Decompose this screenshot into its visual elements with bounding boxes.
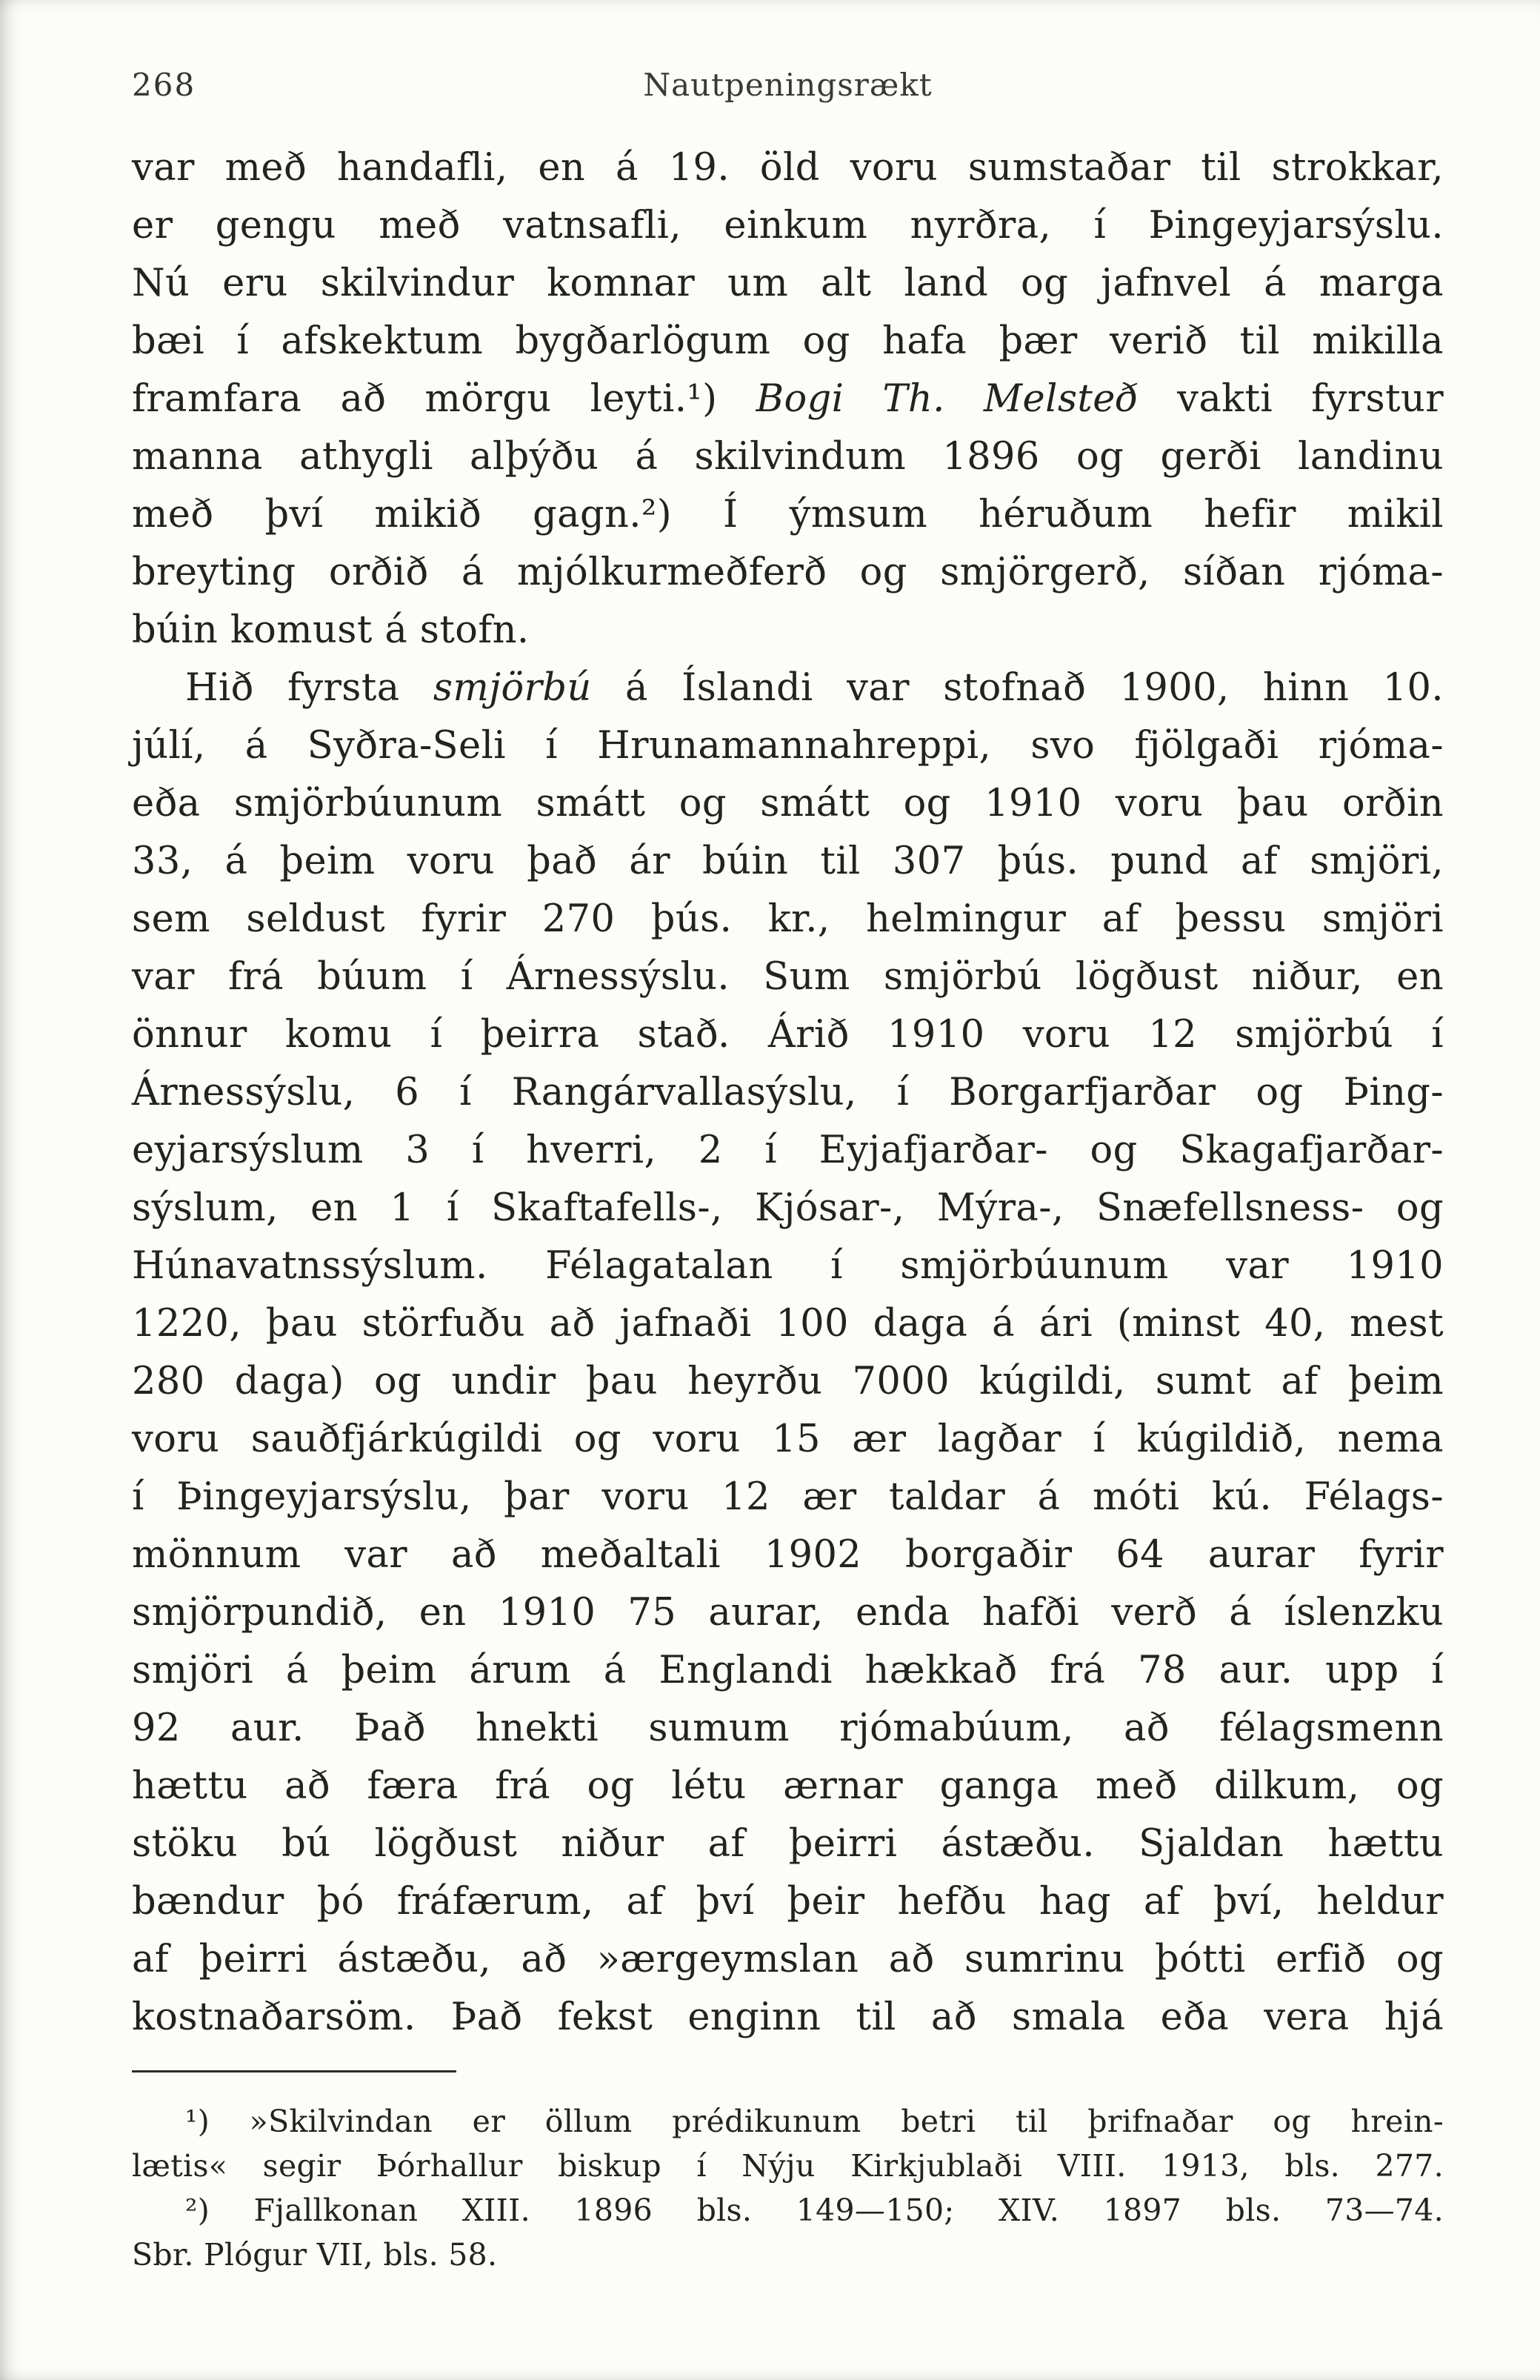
body-line (132, 1237, 1444, 1295)
main-text-block (132, 139, 1444, 2047)
body-line (132, 1931, 1444, 1989)
body-line (132, 1526, 1444, 1584)
body-line (132, 313, 1444, 370)
text-run: framfara að mörgu leyti.¹) (132, 377, 756, 421)
text-run: önnur komu í þeirra stað. Árið 1910 voru 12 smjörbú í (132, 1013, 1444, 1057)
text-run: ¹) »Skilvindan er öllum prédikunum betri til þrifnaðar og hrein- (185, 2104, 1444, 2139)
body-line (132, 891, 1444, 948)
text-run: Sbr. Plógur VII, bls. 58. (132, 2237, 498, 2273)
text-run: vakti fyrstur (1139, 377, 1444, 421)
text-run: 280 daga) og undir þau heyrðu 7000 kúgildi, sumt af þeim (132, 1360, 1444, 1403)
footnote-line (132, 2188, 1444, 2233)
text-run: með því mikið gagn.²) Í ýmsum héruðum hefir mikil (132, 493, 1444, 536)
text-run: var frá búum í Árnessýslu. Sum smjörbú lögðust niður, en (132, 955, 1444, 999)
body-line (132, 1873, 1444, 1931)
body-line (132, 370, 1444, 428)
body-line (132, 255, 1444, 313)
text-run: breyting orðið á mjólkurmeðferð og smjörgerð, síðan rjóma- (132, 551, 1444, 594)
body-line (132, 544, 1444, 602)
body-line (132, 1642, 1444, 1700)
text-run: sem seldust fyrir 270 þús. kr., helmingur af þessu smjöri (132, 897, 1444, 941)
body-line (132, 139, 1444, 197)
text-run: mönnum var að meðaltali 1902 borgaðir 64 aurar fyrir (132, 1533, 1444, 1577)
text-run: kostnaðarsöm. Það fekst enginn til að smala eða vera hjá (132, 1995, 1444, 2039)
text-run: manna athygli alþýðu á skilvindum 1896 og gerði landinu (132, 435, 1444, 479)
body-line (132, 1006, 1444, 1064)
text-run: 92 aur. Það hnekti sumum rjómabúum, að félagsmenn (132, 1706, 1444, 1750)
body-line (132, 1584, 1444, 1642)
text-run: var með handafli, en á 19. öld voru sumstaðar til strokkar, (132, 146, 1444, 190)
text-run: á Íslandi var stofnað 1900, hinn 10. (591, 666, 1444, 710)
text-run: voru sauðfjárkúgildi og voru 15 ær lagðar í kúgildið, nema (132, 1417, 1444, 1461)
text-run: eyjarsýslum 3 í hverri, 2 í Eyjafjarðar- og Skagafjarðar- (132, 1128, 1444, 1172)
text-run: er gengu með vatnsafli, einkum nyrðra, í Þingeyjarsýslu. (132, 204, 1444, 247)
body-line (132, 1469, 1444, 1526)
text-run: bæi í afskektum bygðarlögum og hafa þær verið til mikilla (132, 319, 1444, 363)
body-line (132, 1064, 1444, 1122)
footnotes-block (132, 2099, 1444, 2277)
body-line (132, 1122, 1444, 1180)
text-run: af þeirri ástæðu, að »ærgeymslan að sumrinu þótti erfið og (132, 1938, 1444, 1981)
text-run: stöku bú lögðust niður af þeirri ástæðu. Sjaldan hættu (132, 1822, 1444, 1866)
text-run: búin komust á stofn. (132, 608, 530, 652)
text-run: 33, á þeim voru það ár búin til 307 þús. pund af smjöri, (132, 840, 1444, 883)
text-run: ²) Fjallkonan XIII. 1896 bls. 149—150; XIV. 1897 bls. 73—74. (185, 2193, 1444, 2228)
body-line (132, 602, 1444, 659)
text-run: Árnessýslu, 6 í Rangárvallasýslu, í Borgarfjarðar og Þing- (132, 1071, 1444, 1114)
body-line (132, 1989, 1444, 2047)
italic-phrase: Bogi Th. Melsteð (756, 377, 1139, 421)
body-line (132, 659, 1444, 717)
body-line (132, 948, 1444, 1006)
text-run: Hið fyrsta (185, 666, 433, 710)
text-run: Nú eru skilvindur komnar um alt land og jafnvel á marga (132, 262, 1444, 305)
body-line (132, 717, 1444, 775)
body-line (132, 1180, 1444, 1237)
text-run: í Þingeyjarsýslu, þar voru 12 ær taldar á móti kú. Félags- (132, 1475, 1444, 1519)
text-run: smjörpundið, en 1910 75 aurar, enda hafði verð á íslenzku (132, 1591, 1444, 1635)
text-run: 1220, þau störfuðu að jafnaði 100 daga á ári (minst 40, mest (132, 1302, 1444, 1346)
text-run: eða smjörbúunum smátt og smátt og 1910 voru þau orðin (132, 782, 1444, 825)
footnote-line (132, 2233, 1444, 2277)
running-header (132, 65, 1444, 105)
text-run: Húnavatnssýslum. Félagatalan í smjörbúunum var 1910 (132, 1244, 1444, 1288)
text-run: bændur þó fráfærum, af því þeir hefðu hag af því, heldur (132, 1880, 1444, 1924)
body-line (132, 197, 1444, 255)
body-line (132, 486, 1444, 544)
body-line (132, 1700, 1444, 1758)
text-run: smjöri á þeim árum á Englandi hækkað frá 78 aur. upp í (132, 1649, 1444, 1692)
body-line (132, 775, 1444, 833)
body-line (132, 1815, 1444, 1873)
body-line (132, 1411, 1444, 1469)
footnote-line (132, 2144, 1444, 2188)
text-run: júlí, á Syðra-Seli í Hrunamannahreppi, svo fjölgaði rjóma- (132, 724, 1444, 768)
body-line (132, 833, 1444, 891)
body-line (132, 1758, 1444, 1815)
italic-phrase: smjörbú (433, 666, 592, 710)
text-run: lætis« segir Þórhallur biskup í Nýju Kirkjublaði VIII. 1913, bls. 277. (132, 2148, 1444, 2184)
body-line (132, 1353, 1444, 1411)
page-number: 268 (132, 67, 196, 103)
text-run: hættu að færa frá og létu ærnar ganga með dilkum, og (132, 1764, 1444, 1808)
running-title: Nautpeningsrækt (643, 67, 933, 103)
footnote-line (132, 2099, 1444, 2144)
body-line (132, 428, 1444, 486)
body-line (132, 1295, 1444, 1353)
text-run: sýslum, en 1 í Skaftafells-, Kjósar-, Mýra-, Snæfellsness- og (132, 1186, 1444, 1230)
footnote-separator-rule (132, 2070, 456, 2072)
